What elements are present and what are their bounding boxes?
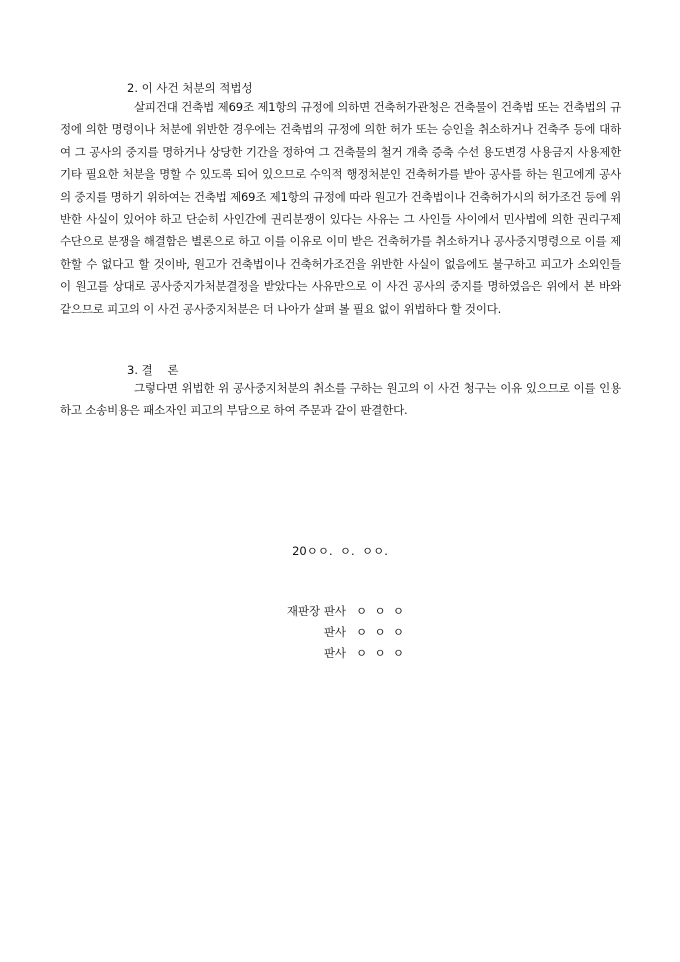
judge-name: ㅇ ㅇ ㅇ <box>356 625 404 639</box>
judge-title: 판사 <box>323 646 347 660</box>
section-3-heading: 3. 결 론 <box>127 363 179 377</box>
section-2-heading: 2. 이 사건 처분의 적법성 <box>127 81 253 95</box>
judgment-date: 20ㅇㅇ. ㅇ. ㅇㅇ. <box>292 544 388 558</box>
signature-line <box>287 603 404 619</box>
judge-title: 재판장 판사 <box>286 604 347 618</box>
section-3-body: 그렇다면 위법한 위 공사중지처분의 취소를 구하는 원고의 이 사건 청구는 이유 있으므로 이를 인용하고 소송비용은 패소자인 피고의 부담으로 하여 주문과 같이 판결한다. <box>60 381 621 418</box>
signature-line <box>324 645 404 661</box>
judge-title: 판사 <box>323 625 347 639</box>
judge-name: ㅇ ㅇ ㅇ <box>356 646 404 660</box>
signature-line <box>324 624 404 640</box>
section-2-body: 살피건대 건축법 제69조 제1항의 규정에 의하면 건축허가관청은 건축물이 건축법 또는 건축법의 규정에 의한 명령이나 처분에 위반한 경우에는 건축법의 규정에 의한 허가 또는 승인을 취소하거나 건축주 등에 대하여 그 공사의 중지를 명하거나 상당한 기간을 정하여 그 건축물의 철거 개축 증축 수선 용도변경 사용금지 사용제한 기타 필요한 처분을 명할 수 있도록 되어 있으므로 수익적 행정처분인 건축허가를 받아 공사를 하는 원고에게 공사의 중지를 명하기 위하여는 건축법 제69조 제1항의 규정에 따라 원고가 건축법이나 건축허가시의 허가조건 등에 위반한 사실이 있어야 하고 단순히 사인간에 권리분쟁이 있다는 사유는 그 사인들 사이에서 민사법에 의한 권리구제수단으로 분쟁을 해결함은 별론으로 하고 이를 이유로 이미 받은 건축허가를 취소하거나 공사중지명령으로 이를 제한할 수 없다고 할 것이바, 원고가 건축법이나 건축허가조건을 위반한 사실이 없음에도 불구하고 피고가 소외인들이 원고를 상대로 공사중지가처분결정을 받았다는 사유만으로 이 사건 공사의 중지를 명하였음은 위에서 본 바와 같으므로 피고의 이 사건 공사중지처분은 더 나아가 살펴 볼 필요 없이 위법하다 할 것이다. <box>60 100 621 316</box>
judge-name: ㅇ ㅇ ㅇ <box>356 604 404 618</box>
